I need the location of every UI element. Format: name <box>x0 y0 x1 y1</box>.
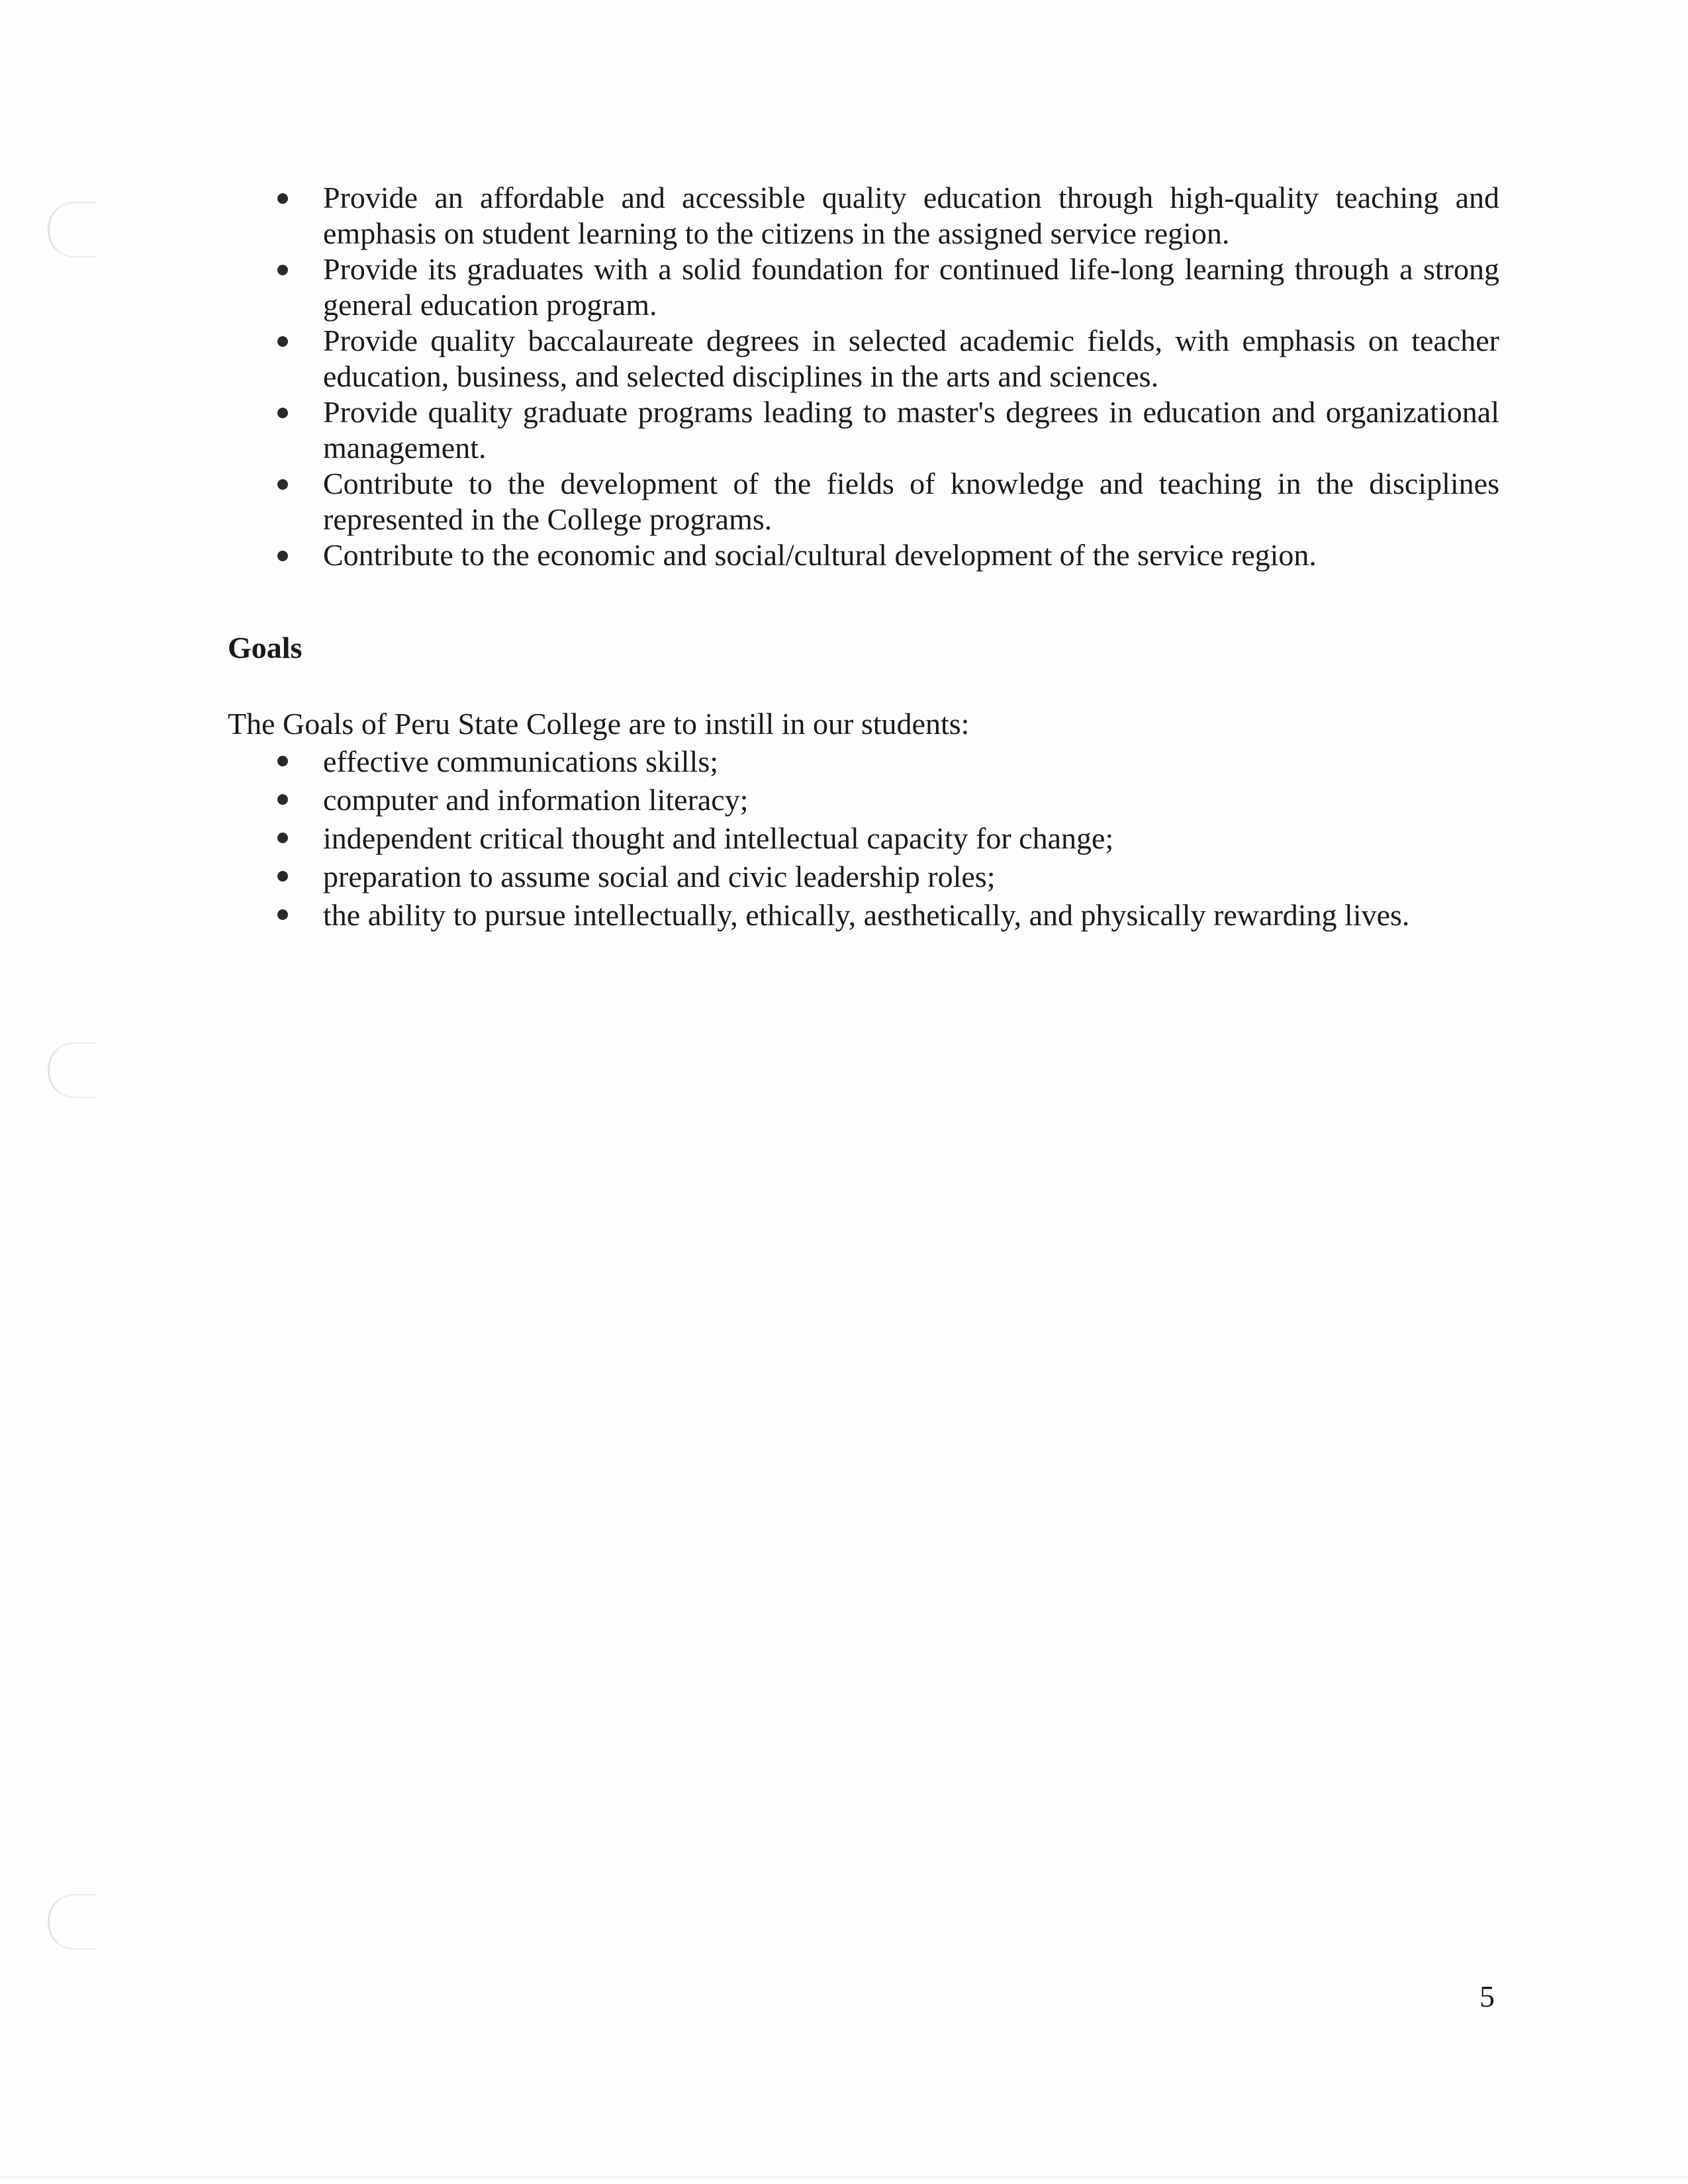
list-item <box>268 858 1499 896</box>
list-item-text: preparation to assume social and civic leadership roles; <box>323 860 996 893</box>
list-item-text: Provide its graduates with a solid foundation for continued life-long learning through a strong general education program. <box>323 252 1499 322</box>
scan-edge-line <box>0 2176 1688 2178</box>
punch-hole-mark <box>48 202 96 257</box>
list-item <box>268 394 1499 466</box>
list-item <box>268 781 1499 819</box>
goals-intro: The Goals of Peru State College are to instill in our students: <box>228 707 970 741</box>
list-item-text: Contribute to the economic and social/cultural development of the service region. <box>323 538 1317 572</box>
punch-hole-mark <box>48 1894 96 1950</box>
bullet-icon <box>277 909 288 920</box>
punch-hole-mark <box>48 1042 96 1098</box>
bullet-icon <box>277 408 288 418</box>
list-item-text: Provide an affordable and accessible quality education through high-quality teaching and emphasis on student learning to the citizens in the assigned service region. <box>323 181 1499 250</box>
list-item <box>268 896 1499 934</box>
bullet-icon <box>277 336 288 347</box>
mission-bullet-list <box>268 180 1499 573</box>
bullet-icon <box>277 551 288 561</box>
bullet-icon <box>277 265 288 275</box>
list-item-text: independent critical thought and intellectual capacity for change; <box>323 821 1114 855</box>
list-item-text: the ability to pursue intellectually, ethically, aesthetically, and physically rewarding lives. <box>323 898 1410 932</box>
list-item-text: Provide quality baccalaureate degrees in selected academic fields, with emphasis on teacher education, business, and selected disciplines in the arts and sciences. <box>323 324 1499 393</box>
bullet-icon <box>277 479 288 490</box>
list-item <box>268 251 1499 323</box>
list-item <box>268 743 1499 781</box>
list-item-text: effective communications skills; <box>323 745 719 778</box>
list-item-text: Contribute to the development of the fields of knowledge and teaching in the disciplines represented in the College programs. <box>323 467 1499 536</box>
list-item-text: Provide quality graduate programs leading to master's degrees in education and organizational management. <box>323 395 1499 465</box>
bullet-icon <box>277 794 288 805</box>
list-item <box>268 537 1499 573</box>
bullet-icon <box>277 871 288 882</box>
bullet-icon <box>277 756 288 766</box>
list-item <box>268 180 1499 251</box>
list-item-text: computer and information literacy; <box>323 783 749 817</box>
goals-heading: Goals <box>228 631 303 664</box>
list-item <box>268 323 1499 394</box>
bullet-icon <box>277 193 288 204</box>
list-item <box>268 466 1499 537</box>
page-number: 5 <box>1479 1979 1495 2013</box>
list-item <box>268 819 1499 858</box>
bullet-icon <box>277 833 288 843</box>
goals-bullet-list <box>268 743 1499 934</box>
